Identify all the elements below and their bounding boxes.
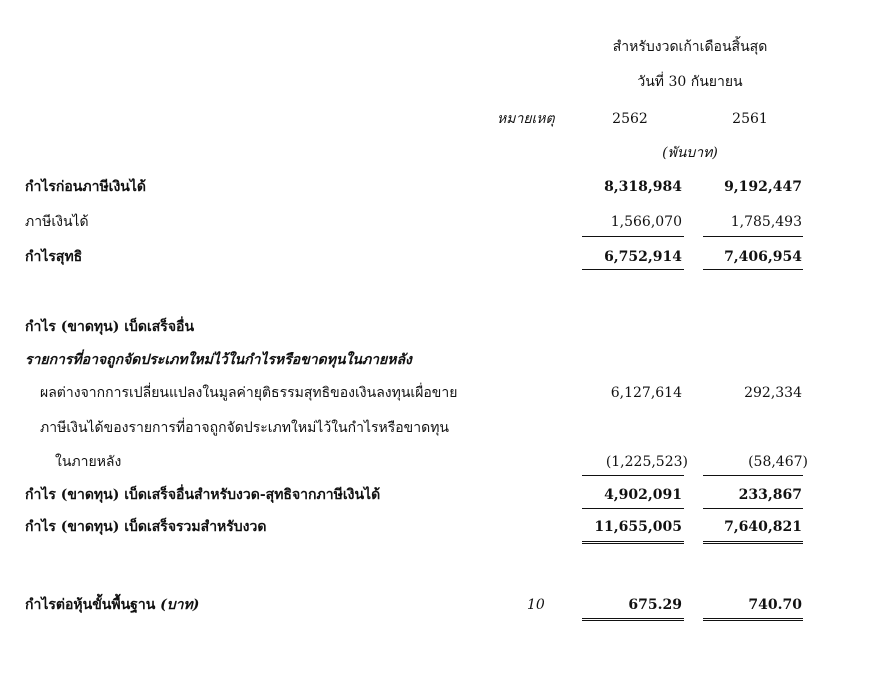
oci-subtotal-rule-2562: [582, 475, 684, 476]
profit-before-tax-label: กำไรก่อนภาษีเงินได้: [25, 179, 146, 195]
tax-reclass-2562: (1,225,523): [605, 454, 688, 470]
net-profit-rule-2562: [582, 269, 684, 270]
income-tax-label: ภาษีเงินได้: [25, 214, 89, 230]
eps-double-rule-2562: [582, 618, 684, 621]
oci-net-2561: 233,867: [738, 487, 802, 503]
fair-value-change-2561: 292,334: [744, 385, 802, 401]
subtotal-rule-2561: [703, 236, 803, 237]
unit-label: (พันบาท): [662, 145, 718, 161]
profit-before-tax-2561: 9,192,447: [724, 179, 802, 195]
period-heading-line1: สำหรับงวดเก้าเดือนสิ้นสุด: [612, 39, 768, 55]
tax-reclass-label-line1: ภาษีเงินได้ของรายการที่อาจถูกจัดประเภทใหม่ไว้ในกำไรหรือขาดทุน: [40, 420, 449, 436]
fair-value-change-label: ผลต่างจากการเปลี่ยนแปลงในมูลค่ายุติธรรมสุทธิของเงินลงทุนเผื่อขาย: [40, 385, 458, 401]
profit-before-tax-2562: 8,318,984: [604, 179, 682, 195]
reclass-heading: รายการที่อาจถูกจัดประเภทใหม่ไว้ในกำไรหรือขาดทุนในภายหลัง: [25, 352, 412, 368]
eps-label-text: กำไรต่อหุ้นขั้นพื้นฐาน: [25, 597, 156, 613]
net-profit-label: กำไรสุทธิ: [25, 249, 83, 265]
fair-value-change-2562: 6,127,614: [610, 385, 682, 401]
oci-net-rule-2561: [703, 508, 803, 509]
year-2562-header: 2562: [612, 111, 648, 127]
subtotal-rule-2562: [582, 236, 684, 237]
eps-label-unit: (บาท): [160, 597, 200, 613]
eps-double-rule-2561: [703, 618, 803, 621]
eps-2561: 740.70: [748, 597, 802, 613]
tax-reclass-label-line2: ในภายหลัง: [55, 454, 122, 470]
tax-reclass-2561: (58,467): [748, 454, 808, 470]
year-2561-header: 2561: [732, 111, 768, 127]
eps-2562: 675.29: [628, 597, 682, 613]
net-profit-rule-2561: [703, 269, 803, 270]
eps-label: [25, 598, 199, 612]
oci-heading: กำไร (ขาดทุน) เบ็ดเสร็จอื่น: [25, 319, 195, 335]
oci-subtotal-rule-2561: [703, 475, 803, 476]
total-comprehensive-income-label: กำไร (ขาดทุน) เบ็ดเสร็จรวมสำหรับงวด: [25, 519, 267, 535]
income-tax-2562: 1,566,070: [610, 214, 682, 230]
total-comprehensive-income-2561: 7,640,821: [724, 519, 802, 535]
net-profit-2562: 6,752,914: [604, 249, 682, 265]
oci-net-label: กำไร (ขาดทุน) เบ็ดเสร็จอื่นสำหรับงวด-สุทธิจากภาษีเงินได้: [25, 487, 381, 503]
total-double-rule-2561: [703, 541, 803, 544]
note-column-header: หมายเหตุ: [497, 111, 555, 127]
income-tax-2561: 1,785,493: [730, 214, 802, 230]
eps-note-ref: 10: [527, 597, 545, 613]
oci-net-2562: 4,902,091: [604, 487, 682, 503]
period-heading-line2: วันที่ 30 กันยายน: [637, 74, 743, 90]
total-double-rule-2562: [582, 541, 684, 544]
total-comprehensive-income-2562: 11,655,005: [594, 519, 682, 535]
net-profit-2561: 7,406,954: [724, 249, 802, 265]
oci-net-rule-2562: [582, 508, 684, 509]
